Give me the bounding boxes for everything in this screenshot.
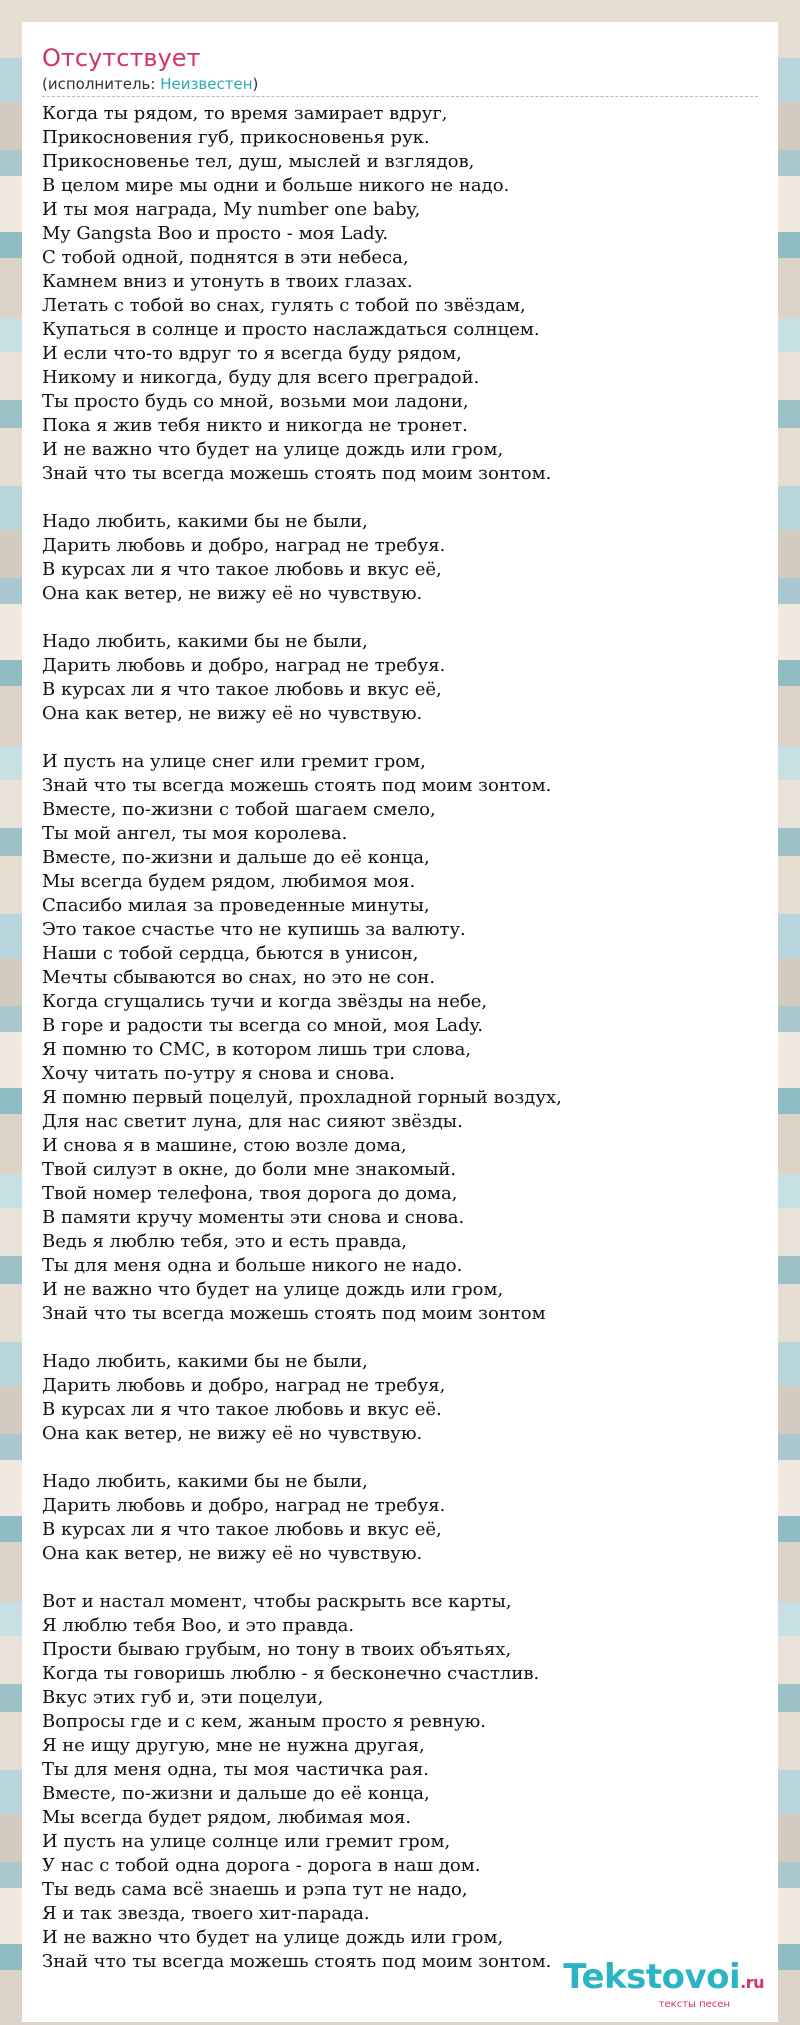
- lyric-line: И если что-то вдруг то я всегда буду рядом,: [42, 343, 462, 364]
- lyric-line: Ты ведь сама всё знаешь и рэпа тут не надо,: [42, 1879, 468, 1900]
- lyric-line: И пусть на улице солнце или гремит гром,: [42, 1831, 451, 1852]
- lyric-line: Когда сгущались тучи и когда звёзды на небе,: [42, 991, 488, 1012]
- lyric-line: Надо любить, какими бы не были,: [42, 511, 368, 532]
- lyric-line: Вкус этих губ и, эти поцелуи,: [42, 1687, 324, 1708]
- lyric-line: Знай что ты всегда можешь стоять под моим зонтом: [42, 1303, 546, 1324]
- artist-prefix: (исполнитель:: [42, 75, 161, 93]
- lyric-line: В курсах ли я что такое любовь и вкус её,: [42, 679, 442, 700]
- site-logo[interactable]: [563, 1959, 764, 2010]
- lyric-line: Дарить любовь и добро, наград не требуя.: [42, 535, 446, 556]
- lyric-line: Дарить любовь и добро, наград не требуя,: [42, 1375, 446, 1396]
- lyric-line: Знай что ты всегда можешь стоять под моим зонтом.: [42, 1951, 552, 1972]
- lyric-line: Ты просто будь со мной, возьми мои ладони,: [42, 391, 469, 412]
- lyric-line: И не важно что будет на улице дождь или гром,: [42, 439, 504, 460]
- lyric-line: И не важно что будет на улице дождь или гром,: [42, 1927, 504, 1948]
- stanza-break: [42, 1566, 758, 1590]
- lyric-line: Вопросы где и с кем, жаным просто я ревную.: [42, 1711, 486, 1732]
- lyric-line: Дарить любовь и добро, наград не требуя.: [42, 655, 446, 676]
- lyric-line: Мы всегда будет рядом, любимая моя.: [42, 1807, 412, 1828]
- artist-link[interactable]: Неизвестен: [160, 75, 253, 93]
- logo-wordmark: [563, 1959, 764, 2001]
- stanza-break: [42, 726, 758, 750]
- lyric-line: В курсах ли я что такое любовь и вкус её.: [42, 1399, 442, 1420]
- lyric-line: Я и так звезда, твоего хит-парада.: [42, 1903, 370, 1924]
- lyric-line: Я помню первый поцелуй, прохладной горный воздух,: [42, 1087, 562, 1108]
- lyric-line: Ты мой ангел, ты моя королева.: [42, 823, 348, 844]
- lyric-line: Камнем вниз и утонуть в твоих глазах.: [42, 271, 413, 292]
- lyric-line: Мечты сбываются во снах, но это не сон.: [42, 967, 436, 988]
- lyric-line: Надо любить, какими бы не были,: [42, 1471, 368, 1492]
- stanza-break: [42, 1326, 758, 1350]
- lyric-line: Вместе, по-жизни и дальше до её конца,: [42, 1783, 430, 1804]
- lyric-line: Она как ветер, не вижу её но чувствую.: [42, 1543, 423, 1564]
- lyric-line: Когда ты говоришь люблю - я бесконечно счастлив.: [42, 1663, 540, 1684]
- lyric-line: Надо любить, какими бы не были,: [42, 631, 368, 652]
- lyric-line: Хочу читать по-утру я снова и снова.: [42, 1063, 396, 1084]
- lyric-line: Прикосновенье тел, душ, мыслей и взглядов,: [42, 151, 475, 172]
- lyric-line: И снова я в машине, стою возле дома,: [42, 1135, 407, 1156]
- logo-tld: .ru: [740, 1973, 764, 1992]
- artist-line: [42, 74, 758, 97]
- lyric-line: В памяти кручу моменты эти снова и снова.: [42, 1207, 465, 1228]
- lyric-line: Твой силуэт в окне, до боли мне знакомый.: [42, 1159, 457, 1180]
- stanza-break: [42, 486, 758, 510]
- lyric-line: Она как ветер, не вижу её но чувствую.: [42, 703, 423, 724]
- lyric-line: Прикосновения губ, прикосновенья рук.: [42, 127, 430, 148]
- lyric-line: Спасибо милая за проведенные минуты,: [42, 895, 430, 916]
- lyric-line: Я не ищу другую, мне не нужна другая,: [42, 1735, 425, 1756]
- lyric-line: Для нас светит луна, для нас сияют звёзды.: [42, 1111, 463, 1132]
- lyric-line: В курсах ли я что такое любовь и вкус её,: [42, 1519, 442, 1540]
- lyric-line: Это такое счастье что не купишь за валюту.: [42, 919, 466, 940]
- logo-main-text: Tekstovoi: [563, 1957, 741, 1997]
- lyric-line: И ты моя награда, My number one baby,: [42, 199, 421, 220]
- lyric-line: My Gangsta Boo и просто - моя Lady.: [42, 223, 389, 244]
- lyric-line: И пусть на улице снег или гремит гром,: [42, 751, 426, 772]
- lyric-line: Летать с тобой во снах, гулять с тобой по звёздам,: [42, 295, 526, 316]
- lyric-line: В горе и радости ты всегда со мной, моя Lady.: [42, 1015, 484, 1036]
- lyric-line: Никому и никогда, буду для всего преградой.: [42, 367, 480, 388]
- lyric-line: Она как ветер, не вижу её но чувствую.: [42, 583, 423, 604]
- lyric-line: Вот и настал момент, чтобы раскрыть все карты,: [42, 1591, 512, 1612]
- song-header: [42, 42, 758, 97]
- stanza-break: [42, 1446, 758, 1470]
- lyric-line: Знай что ты всегда можешь стоять под моим зонтом.: [42, 775, 552, 796]
- lyric-line: Прости бываю грубым, но тону в твоих объятьях,: [42, 1639, 512, 1660]
- logo-tagline: тексты песен: [658, 1999, 730, 2010]
- lyric-line: С тобой одной, поднятся в эти небеса,: [42, 247, 409, 268]
- lyric-line: Я помню то СМС, в котором лишь три слова,: [42, 1039, 472, 1060]
- lyric-line: Пока я жив тебя никто и никогда не тронет.: [42, 415, 468, 436]
- lyric-line: Купаться в солнце и просто наслаждаться солнцем.: [42, 319, 540, 340]
- lyric-line: У нас с тобой одна дорога - дорога в наш дом.: [42, 1855, 481, 1876]
- lyric-line: Твой номер телефона, твоя дорога до дома,: [42, 1183, 458, 1204]
- lyric-line: Вместе, по-жизни с тобой шагаем смело,: [42, 799, 436, 820]
- lyric-line: И не важно что будет на улице дождь или гром,: [42, 1279, 504, 1300]
- lyrics-body: [42, 102, 758, 1974]
- lyric-line: Мы всегда будем рядом, любимоя моя.: [42, 871, 416, 892]
- lyric-line: В курсах ли я что такое любовь и вкус её,: [42, 559, 442, 580]
- lyric-line: Ты для меня одна и больше никого не надо.: [42, 1255, 463, 1276]
- lyric-line: Знай что ты всегда можешь стоять под моим зонтом.: [42, 463, 552, 484]
- lyric-line: Когда ты рядом, то время замирает вдруг,: [42, 103, 448, 124]
- artist-suffix: ): [252, 75, 259, 93]
- stanza-break: [42, 606, 758, 630]
- lyric-line: Наши с тобой сердца, бьются в унисон,: [42, 943, 419, 964]
- lyric-line: В целом мире мы одни и больше никого не надо.: [42, 175, 510, 196]
- lyric-line: Ведь я люблю тебя, это и есть правда,: [42, 1231, 408, 1252]
- song-title: Отсутствует: [42, 44, 201, 72]
- lyric-line: Ты для меня одна, ты моя частичка рая.: [42, 1759, 429, 1780]
- lyric-line: Надо любить, какими бы не были,: [42, 1351, 368, 1372]
- lyric-line: Дарить любовь и добро, наград не требуя.: [42, 1495, 446, 1516]
- lyrics-page: [22, 22, 778, 2022]
- lyric-line: Она как ветер, не вижу её но чувствую.: [42, 1423, 423, 1444]
- lyric-line: Я люблю тебя Boo, и это правда.: [42, 1615, 355, 1636]
- lyric-line: Вместе, по-жизни и дальше до её конца,: [42, 847, 430, 868]
